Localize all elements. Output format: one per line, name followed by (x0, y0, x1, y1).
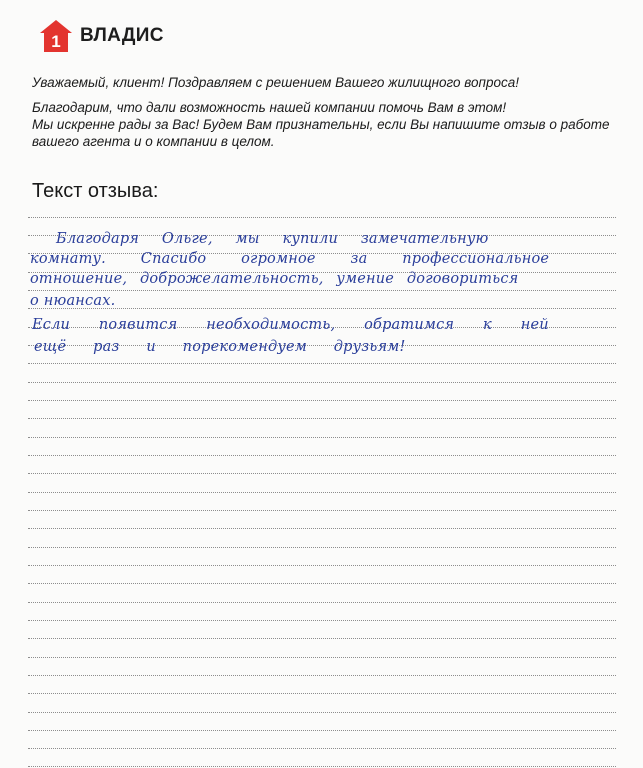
logo-wordmark: ВЛАДИС (80, 25, 164, 46)
handwritten-line: отношение, доброжелательность, умение договориться (30, 271, 519, 287)
ruled-line (28, 730, 616, 731)
thanks-line: Благодарим, что дали возможность нашей компании помочь Вам в этом! (32, 100, 507, 115)
thanks-line: вашего агента и о компании в целом. (32, 134, 275, 149)
ruled-line (28, 217, 616, 218)
brand-logo (38, 18, 164, 54)
ruled-line (28, 620, 616, 621)
ruled-line (28, 308, 616, 309)
ruled-line (28, 675, 616, 676)
ruled-line (28, 363, 616, 364)
ruled-line (28, 638, 616, 639)
ruled-line (28, 693, 616, 694)
house-logo-icon (38, 18, 74, 54)
ruled-line (28, 473, 616, 474)
handwritten-line: о нюансах. (30, 293, 116, 309)
ruled-line (28, 657, 616, 658)
handwritten-line: Если появится необходимость, обратимся к ней (32, 317, 549, 333)
handwritten-line: комнату. Спасибо огромное за профессиональное (30, 251, 550, 267)
ruled-line (28, 510, 616, 511)
ruled-line (28, 565, 616, 566)
ruled-line (28, 382, 616, 383)
thanks-paragraph (32, 99, 622, 150)
thanks-line: Мы искренне рады за Вас! Будем Вам признательны, если Вы напишите отзыв о работе (32, 117, 610, 132)
ruled-line (28, 418, 616, 419)
greeting-text: Уважаемый, клиент! Поздравляем с решением Вашего жилищного вопроса! (32, 75, 519, 90)
logo-badge-number: 1 (51, 32, 61, 51)
ruled-line (28, 437, 616, 438)
review-title: Текст отзыва: (32, 180, 159, 202)
ruled-line (28, 602, 616, 603)
ruled-line (28, 528, 616, 529)
ruled-line (28, 547, 616, 548)
ruled-line (28, 455, 616, 456)
ruled-line (28, 766, 616, 767)
ruled-line (28, 583, 616, 584)
ruled-line (28, 400, 616, 401)
ruled-line (28, 712, 616, 713)
ruled-line (28, 748, 616, 749)
ruled-line (28, 290, 616, 291)
intro-text (32, 74, 622, 158)
handwritten-line: ещё раз и порекомендуем друзьям! (34, 339, 406, 355)
handwritten-line: Благодаря Ольге, мы купили замечательную (56, 231, 489, 247)
ruled-line (28, 492, 616, 493)
